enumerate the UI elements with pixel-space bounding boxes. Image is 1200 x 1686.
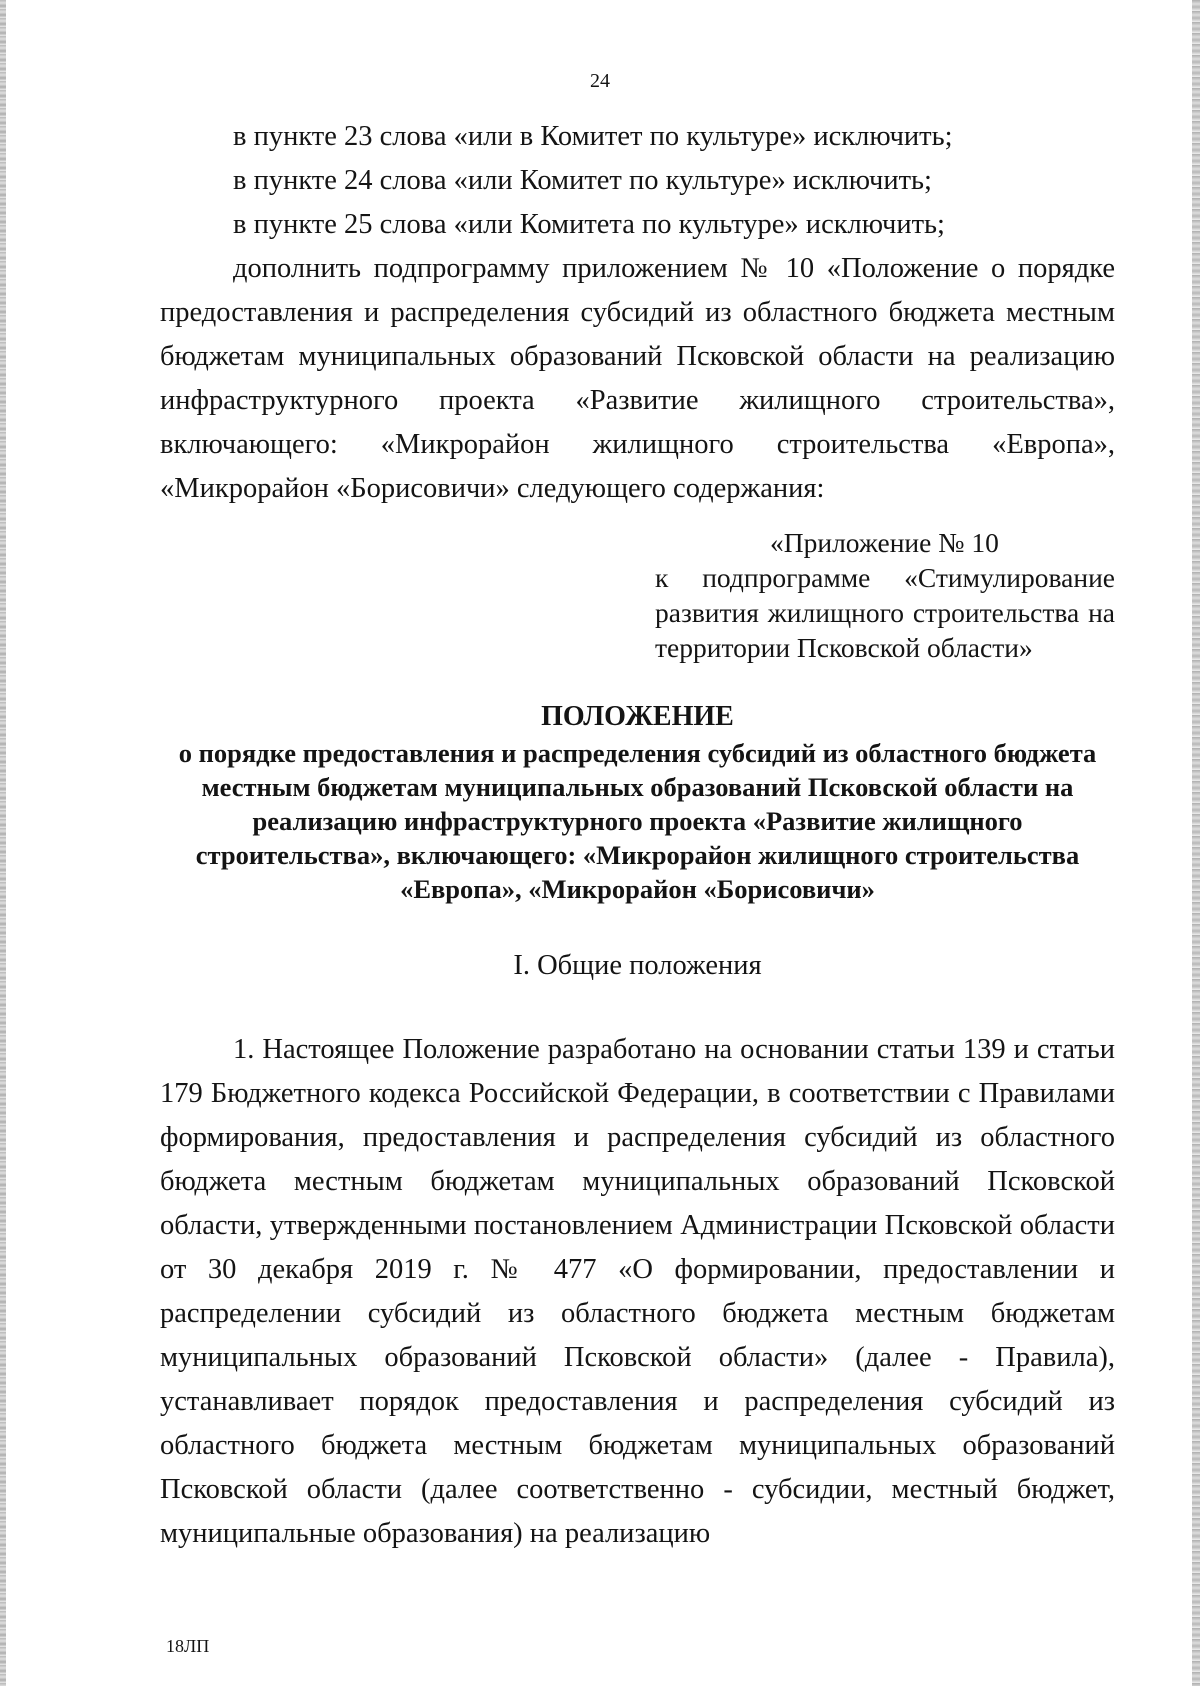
scan-edge-right	[1192, 0, 1200, 1686]
amendment-line-23: в пункте 23 слова «или в Комитет по культуре» исключить;	[233, 121, 953, 152]
appendix-reference	[655, 525, 1115, 665]
section-heading: I. Общие положения	[513, 950, 762, 981]
appendix-subprogram: к подпрограмме «Стимулирование развития жилищного строительства на территории Псковской области»	[655, 562, 1115, 663]
footer-code: 18ЛП	[166, 1636, 210, 1656]
page-number: 24	[590, 70, 610, 92]
amendment-line-24: в пункте 24 слова «или Комитет по культуре» исключить;	[233, 165, 932, 196]
amendment-line-25: в пункте 25 слова «или Комитета по культуре» исключить;	[233, 209, 945, 240]
supplement-paragraph: дополнить подпрограмму приложением № 10 «Положение о порядке предоставления и распределения субсидий из областного бюджета местным бюджетам муниципальных образований Псковской области на реализацию инфраструктурного проекта «Развитие жилищного строительства», включающего: «Микрорайон жилищного строительства «Европа», «Микрорайон «Борисовичи» следующего содержания:	[160, 253, 1115, 504]
regulation-subtitle: о порядке предоставления и распределения субсидий из областного бюджета местным бюджетам муниципальных образований Псковской области на реализацию инфраструктурного проекта «Развитие жилищного строительства», включающего: «Микрорайон жилищного строительства «Европа», «Микрорайон «Борисовичи»	[178, 738, 1097, 904]
scan-edge-left	[0, 0, 6, 1686]
clause-1: 1. Настоящее Положение разработано на основании статьи 139 и статьи 179 Бюджетного кодекса Российской Федерации, в соответствии с Правилами формирования, предоставления и распределения субсидий из областного бюджета местным бюджетам муниципальных образований Псковской области, утвержденными постановлением Администрации Псковской области от 30 декабря 2019 г. № 477 «О формировании, предоставлении и распределении субсидий из областного бюджета местным бюджетам муниципальных образований Псковской области» (далее - Правила), устанавливает порядок предоставления и распределения субсидий из областного бюджета местным бюджетам муниципальных образований Псковской области (далее соответственно - субсидии, местный бюджет, муниципальные образования) на реализацию	[160, 1034, 1115, 1549]
regulation-title: ПОЛОЖЕНИЕ	[541, 701, 734, 732]
appendix-number: «Приложение № 10	[770, 527, 999, 558]
document-body	[160, 115, 1115, 1585]
regulation-title-block	[160, 700, 1115, 906]
